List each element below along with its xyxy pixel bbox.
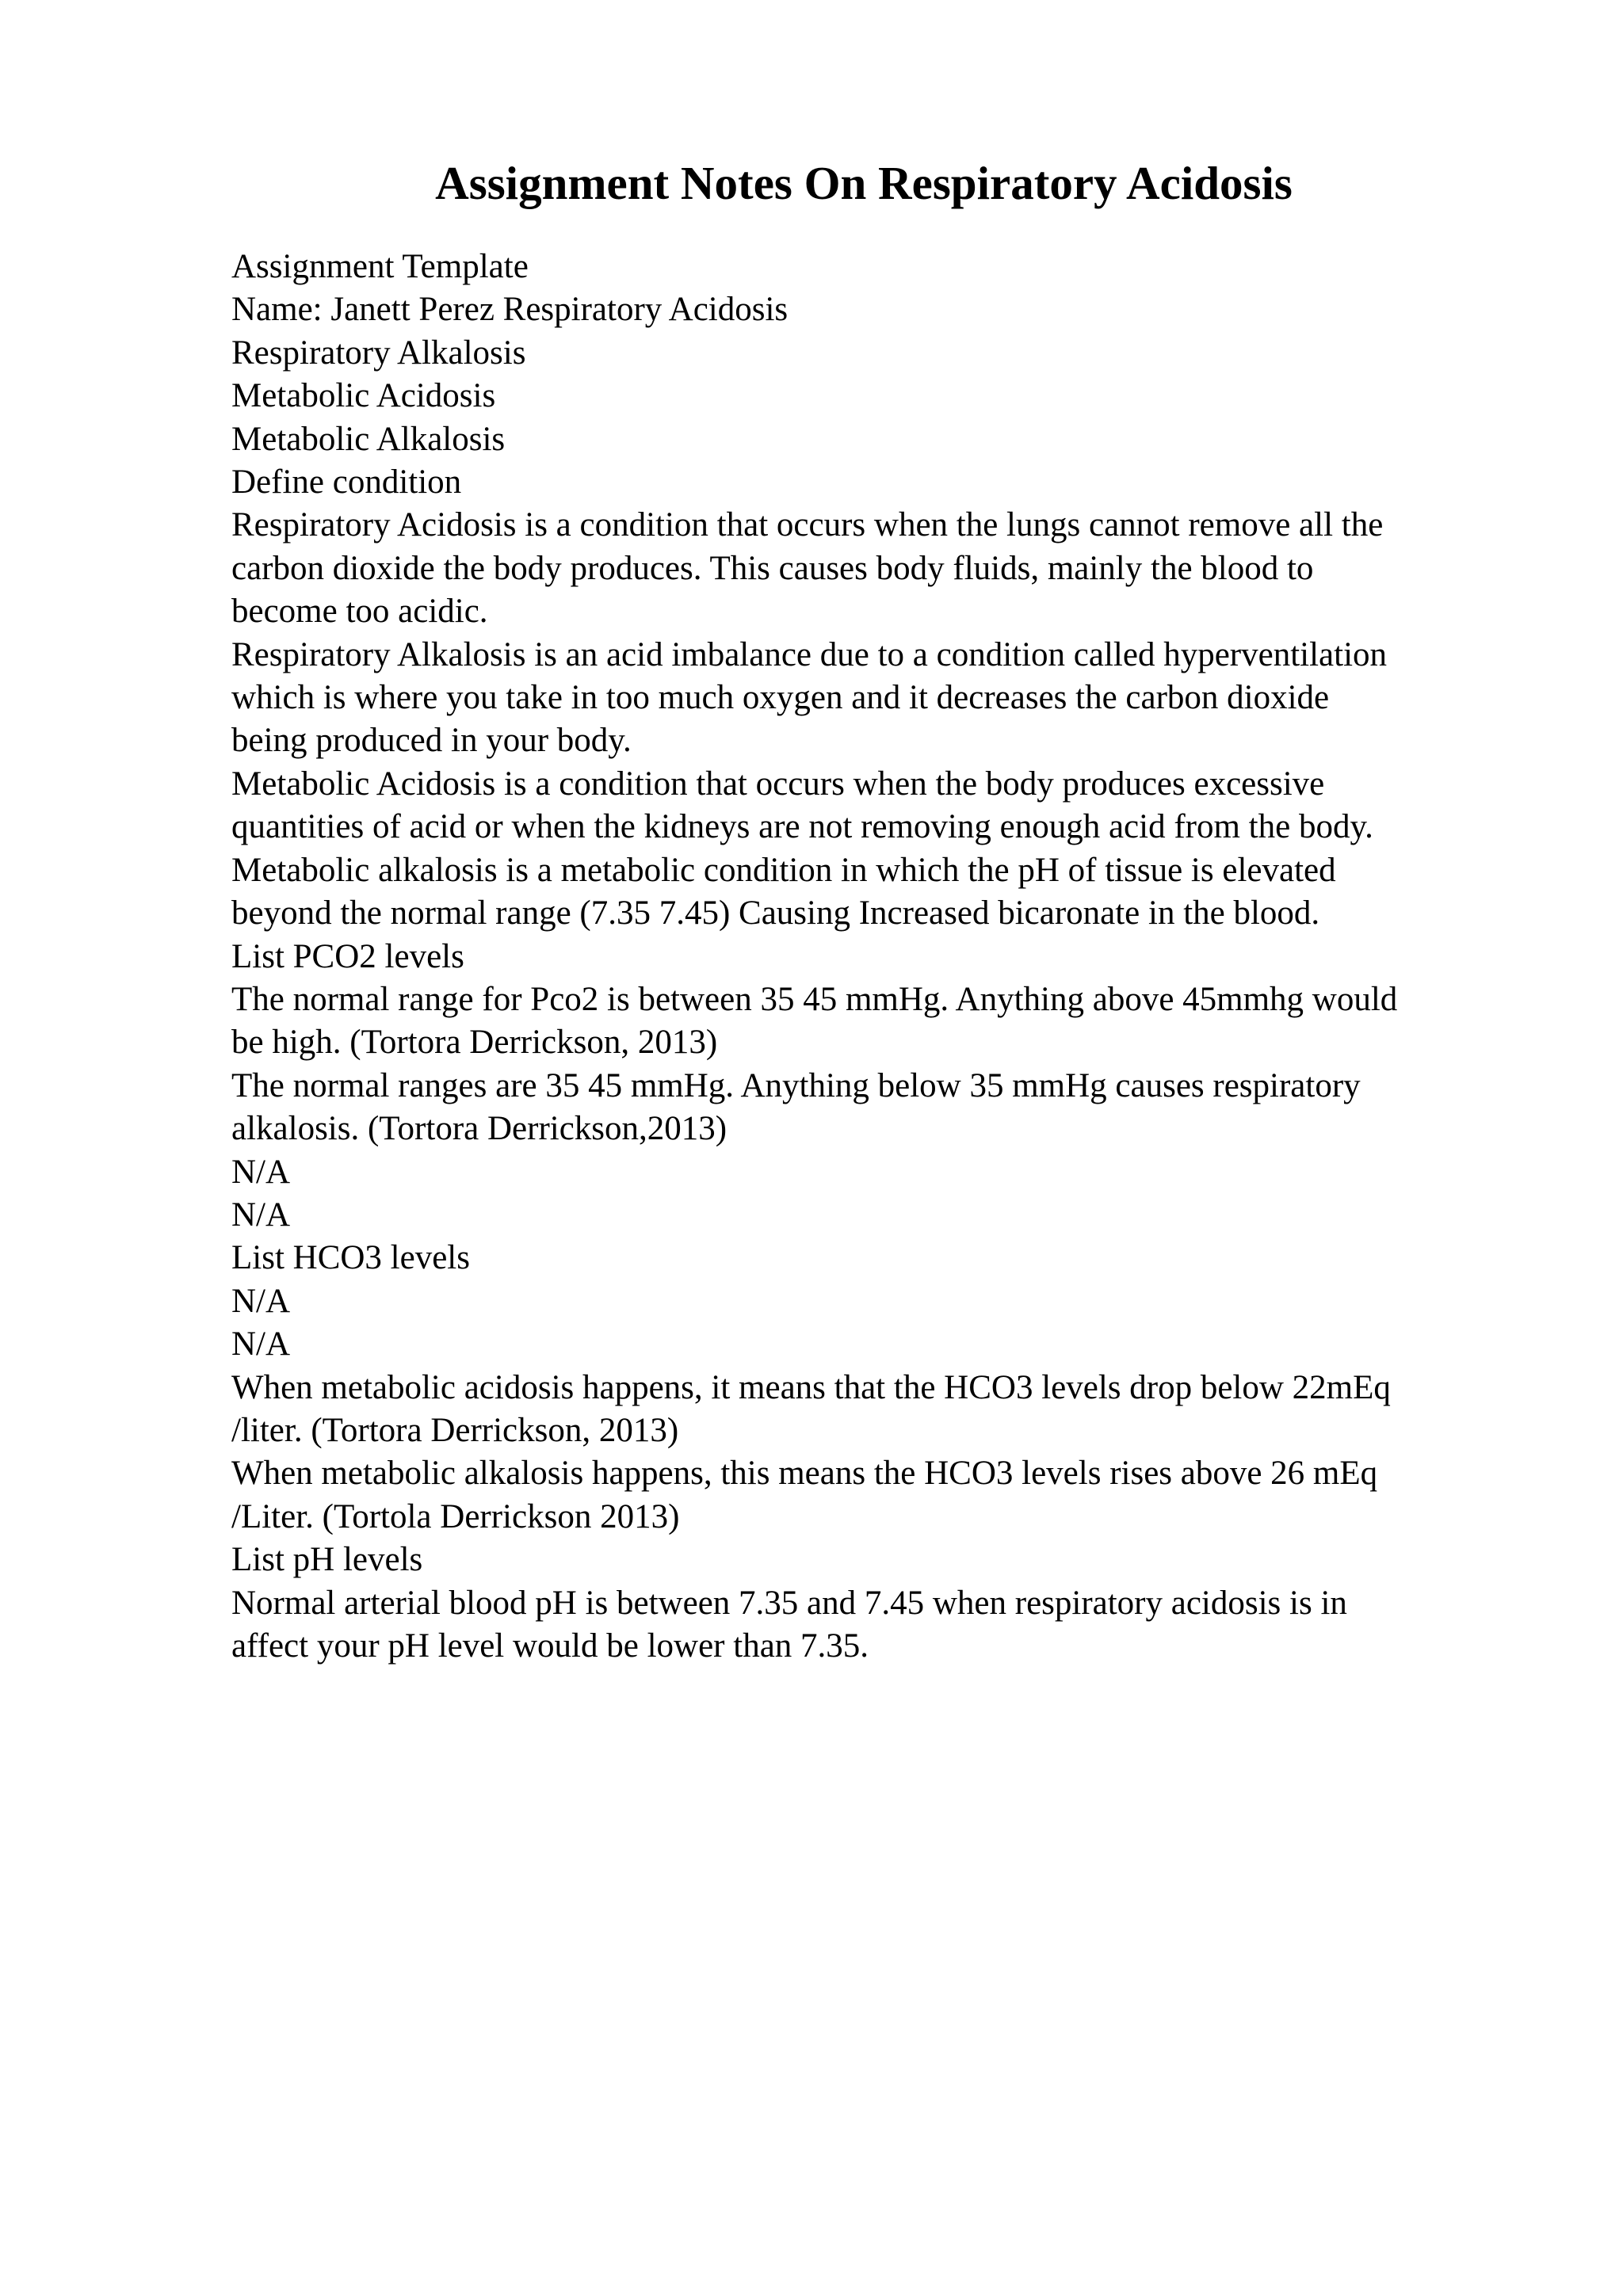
text-line: being produced in your body. [231,722,632,760]
text-line: carbon dioxide the body produces. This causes body fluids, mainly the blood to [231,549,1314,587]
text-line: When metabolic acidosis happens, it means that the HCO3 levels drop below 22mEq [231,1368,1391,1406]
text-line: Name: Janett Perez Respiratory Acidosis [231,291,789,329]
text-line: Respiratory Alkalosis [231,334,526,372]
text-line: /Liter. (Tortola Derrickson 2013) [231,1497,680,1535]
text-line: N/A [231,1282,291,1320]
text-line: be high. (Tortora Derrickson, 2013) [231,1024,718,1062]
text-line: quantities of acid or when the kidneys are not removing enough acid from the body. [231,808,1373,846]
text-line: N/A [231,1196,291,1234]
text-line: List HCO3 levels [231,1239,470,1277]
text-line: which is where you take in too much oxygen and it decreases the carbon dioxide [231,679,1330,717]
text-line: affect your pH level would be lower than 7.35. [231,1627,869,1665]
text-line: N/A [231,1153,291,1191]
text-line: Metabolic alkalosis is a metabolic condition in which the pH of tissue is elevated [231,851,1336,889]
page-title: Assignment Notes On Respiratory Acidosis [435,157,1293,209]
text-line: Define condition [231,463,462,502]
text-line: alkalosis. (Tortora Derrickson,2013) [231,1110,727,1148]
text-line: The normal range for Pco2 is between 35 45 mmHg. Anything above 45mmhg would [231,980,1398,1018]
text-line: Metabolic Alkalosis [231,420,506,458]
text-line: Assignment Template [231,248,529,285]
text-line: N/A [231,1325,291,1363]
text-line: Respiratory Acidosis is a condition that occurs when the lungs cannot remove all the [231,506,1384,544]
document-body [231,246,1594,1668]
text-line: Metabolic Acidosis [231,377,496,415]
text-line: beyond the normal range (7.35 7.45) Causing Increased bicaronate in the blood. [231,894,1320,933]
text-line: When metabolic alkalosis happens, this means the HCO3 levels rises above 26 mEq [231,1455,1378,1493]
text-line: /liter. (Tortora Derrickson, 2013) [231,1411,679,1449]
text-line: List pH levels [231,1541,423,1579]
text-line: become too acidic. [231,593,488,631]
text-line: Metabolic Acidosis is a condition that occurs when the body produces excessive [231,765,1325,803]
text-line: The normal ranges are 35 45 mmHg. Anything below 35 mmHg causes respiratory [231,1066,1361,1104]
text-line: Respiratory Alkalosis is an acid imbalance due to a condition called hyperventilation [231,635,1388,673]
text-line: Normal arterial blood pH is between 7.35 and 7.45 when respiratory acidosis is in [231,1584,1347,1622]
text-line: List PCO2 levels [231,937,464,975]
